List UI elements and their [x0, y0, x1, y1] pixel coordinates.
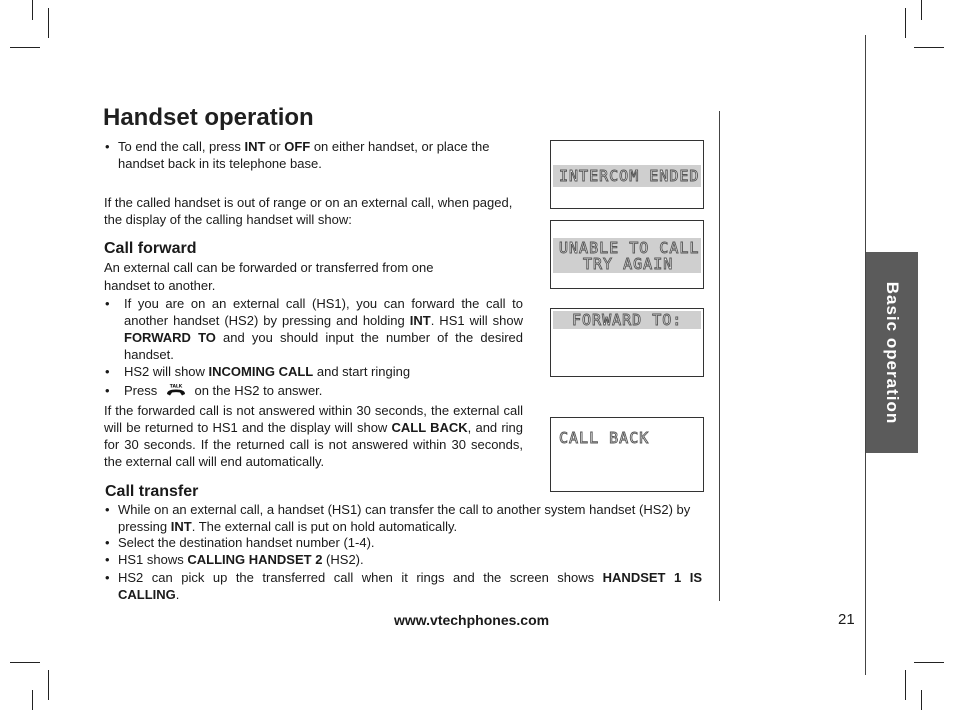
call-forward-heading: Call forward	[104, 240, 197, 257]
lcd-display-call-back	[550, 417, 704, 492]
crop-mark	[10, 662, 40, 663]
call-transfer-bullet-2: • Select the destination handset number (1-4).	[105, 535, 375, 550]
crop-mark	[48, 8, 49, 38]
page-number: 21	[838, 611, 855, 628]
call-transfer-bullet-3: • HS1 shows CALLING HANDSET 2 (HS2).	[105, 552, 364, 567]
crop-mark	[48, 670, 49, 700]
call-transfer-heading: Call transfer	[105, 483, 199, 500]
lcd-display-forward-to	[550, 308, 704, 377]
out-of-range-paragraph: If the called handset is out of range or on an external call, when paged, the display of the calling handset will show:	[104, 195, 513, 227]
call-forward-intro-line1: An external call can be forwarded or transferred from one	[104, 260, 434, 275]
crop-mark	[32, 690, 33, 710]
crop-mark	[921, 0, 922, 20]
crop-mark	[914, 47, 944, 48]
call-forward-intro-line2: handset to another.	[104, 278, 216, 293]
crop-mark	[921, 690, 922, 710]
side-tab-label: Basic operation	[883, 281, 902, 424]
call-forward-bullet-3: • Press TALK on the HS2 to answer.	[105, 383, 323, 398]
crop-mark	[914, 662, 944, 663]
crop-mark	[905, 8, 906, 38]
talk-key-icon	[164, 383, 188, 397]
lcd-line: UNABLE TO CALL	[559, 239, 700, 257]
call-forward-bullet-1: • If you are on an external call (HS1), you can forward the call to another handset (HS2) by pressing and holding INT. HS1 will show FORWARD TO and you should input the number of the desired handset.	[105, 296, 523, 362]
call-transfer-bullet-1: • While on an external call, a handset (HS1) can transfer the call to another system handset (HS2) by pressing INT. The external call is put on hold automatically.	[105, 502, 691, 534]
lcd-line: TRY AGAIN	[583, 255, 674, 273]
call-transfer-bullet-4: • HS2 can pick up the transferred call when it rings and the screen shows HANDSET 1 IS CALLING.	[105, 570, 703, 602]
crop-mark	[10, 47, 40, 48]
call-back-paragraph: If the forwarded call is not answered within 30 seconds, the external call will be returned to HS1 and the display will show CALL BACK, and ring for 30 seconds. If the returned call is not answered within 30 seconds, the external call will end automatically.	[104, 403, 524, 469]
crop-mark	[32, 0, 33, 20]
column-divider	[719, 111, 720, 601]
lcd-display-unable-to-call	[550, 220, 704, 289]
section-side-tab	[866, 252, 918, 453]
talk-key-label: TALK	[169, 384, 183, 390]
lcd-line: CALL BACK	[559, 429, 650, 447]
lcd-line: INTERCOM ENDED	[559, 167, 700, 185]
lcd-display-intercom-ended	[550, 140, 704, 209]
crop-mark	[905, 670, 906, 700]
website-url: www.vtechphones.com	[394, 612, 550, 628]
page-title: Handset operation	[103, 104, 314, 131]
lcd-line: FORWARD TO:	[572, 311, 683, 329]
call-forward-bullet-2: • HS2 will show INCOMING CALL and start ringing	[105, 364, 411, 379]
end-call-bullet: • To end the call, press INT or OFF on either handset, or place the handset back in its telephone base.	[105, 139, 490, 171]
